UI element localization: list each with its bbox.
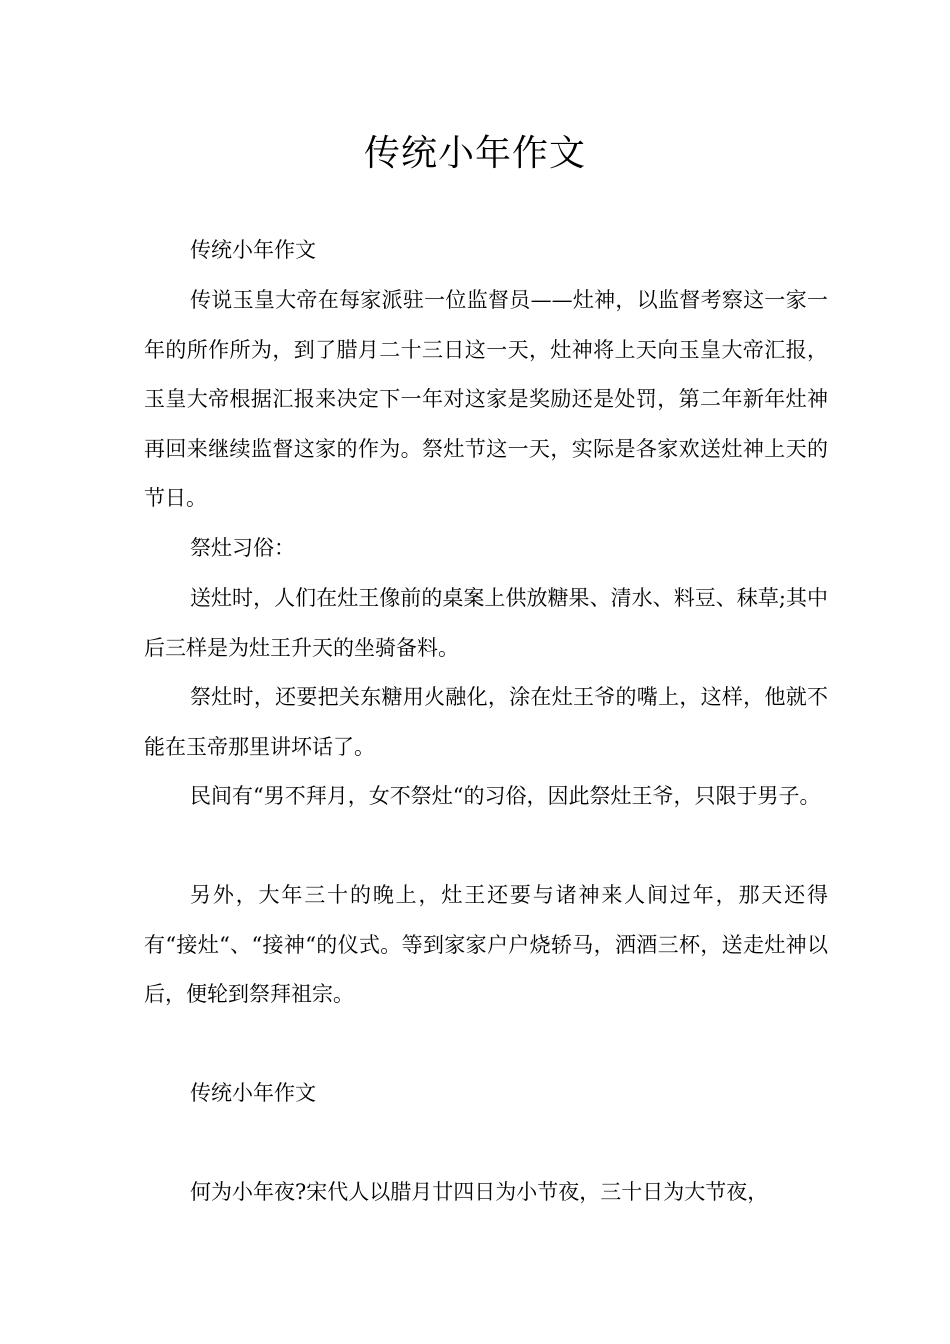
paragraph-sending-off: 送灶时，人们在灶王像前的桌案上供放糖果、清水、料豆、秣草;其中后三样是为灶王升天的坐骑备料。 (144, 586, 828, 660)
paragraph-men-only: 民间有“男不拜月，女不祭灶“的习俗，因此祭灶王爷，只限于男子。 (190, 784, 821, 808)
paragraph-customs-heading: 祭灶习俗： (190, 536, 295, 560)
page-title: 传统小年作文 (363, 133, 586, 174)
paragraph-small-new-year: 何为小年夜?宋代人以腊月廿四日为小节夜，三十日为大节夜， (190, 1180, 769, 1204)
paragraph-legend: 传说玉皇大帝在每家派驻一位监督员——灶神，以监督考察这一家一年的所作所为，到了腊月二十三日这一天，灶神将上天向玉皇大帝汇报，玉皇大帝根据汇报来决定下一年对这家是奖励还是处罚，第二年新年灶神再回来继续监督这家的作为。祭灶节这一天，实际是各家欢送灶神上天的节日。 (144, 288, 828, 510)
paragraph-new-year-eve: 另外，大年三十的晚上，灶王还要与诸神来人间过年，那天还得有“接灶“、“接神“的仪式。等到家家户户烧轿马，洒酒三杯，送走灶神以后，便轮到祭拜祖宗。 (144, 883, 828, 1006)
paragraph-second-heading: 传统小年作文 (190, 1081, 316, 1105)
paragraph-subtitle: 传统小年作文 (190, 238, 316, 262)
paragraph-candy: 祭灶时，还要把关东糖用火融化，涂在灶王爷的嘴上，这样，他就不能在玉帝那里讲坏话了。 (144, 685, 828, 759)
